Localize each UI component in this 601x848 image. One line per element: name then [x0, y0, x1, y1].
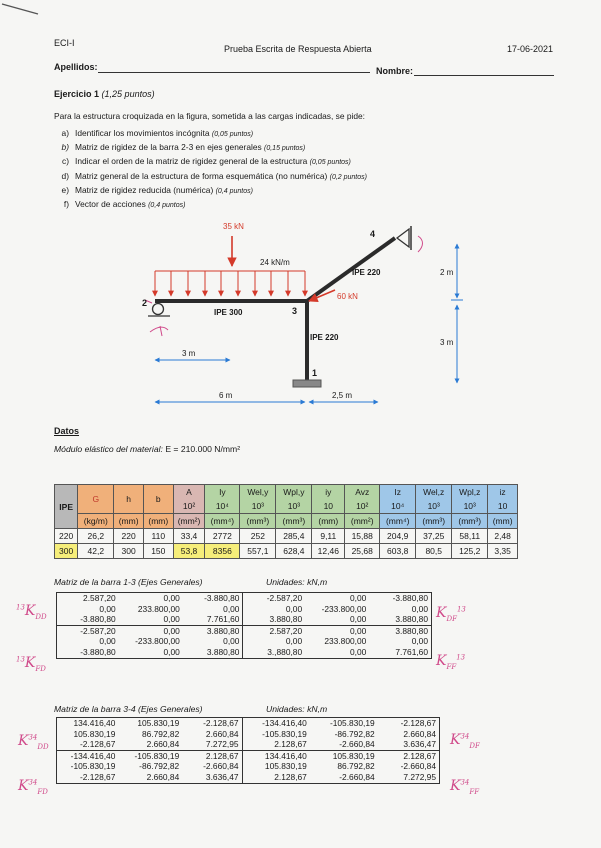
matrix-cell: 7.272,95 [403, 771, 436, 782]
matrix-cell: 2.587,20 [243, 625, 305, 636]
matrix-cell: -105.830,19 [242, 729, 310, 740]
dim-3m-v-label: 3 m [440, 338, 454, 347]
matrix-row [57, 647, 432, 658]
hand-mark [418, 236, 423, 252]
matrix-cell: 7.272,95 [205, 739, 239, 750]
matrix-cell: 0,00 [163, 646, 180, 657]
matrix-cell: 233.800,00 [324, 636, 367, 647]
dim-25m-label: 2,5 m [332, 391, 353, 400]
matrix-cell: 0,00 [349, 646, 367, 657]
matrix-row [57, 604, 432, 615]
node-1-label: 1 [312, 368, 318, 378]
matrix-cell: -2.587,20 [243, 593, 305, 604]
table-row: 220 26,2 220 110 33,4 2772 252 285,4 9,11 15,88 204,9 37,25 58,11 2,48 [55, 529, 518, 544]
matrix-cell: 0,00 [223, 603, 240, 614]
hand-k13-fd: $^{13}K_{FD}$ [16, 655, 46, 673]
matrix-row [57, 729, 440, 740]
point-load-label: 35 kN [223, 222, 244, 231]
matrix-cell: -233.800,00 [135, 636, 180, 647]
surname-label: Apellidos: [54, 62, 98, 72]
table-header: 10³ [416, 499, 452, 514]
matrix-cell: -233.800,00 [321, 603, 367, 614]
matrix-cell: 0,00 [119, 625, 183, 636]
matrix34-table [56, 717, 440, 784]
matrix34-title: Matriz de la barra 3-4 (Ejes Generales) [54, 704, 203, 714]
table-unit: (kg/m) [78, 514, 114, 529]
matrix-cell: -2.128,67 [400, 718, 436, 728]
matrix-cell: 105.830,19 [137, 718, 180, 728]
matrix-cell: -86.792,82 [334, 728, 375, 739]
matrix-cell: 105.830,19 [242, 761, 310, 772]
table-header: 10 [312, 499, 345, 514]
table-header: Wel,z [416, 485, 452, 500]
matrix13-body [57, 593, 432, 659]
matrix-cell: -2.128,67 [79, 771, 116, 782]
table-header: Wpl,z [452, 485, 488, 500]
matrix-cell: -105.830,19 [329, 718, 375, 728]
matrix-row [57, 750, 440, 761]
matrix-cell: 0,00 [223, 636, 240, 647]
matrix-cell: 2.128,67 [242, 739, 310, 750]
hand-mark [150, 326, 168, 336]
exercise-number: Ejercicio 1 [54, 89, 100, 99]
fixed-support-icon [293, 380, 321, 387]
matrix-row [57, 739, 440, 750]
matrix-cell: 3.636,47 [403, 739, 436, 750]
table-header: Avz [345, 485, 380, 500]
matrix-cell: 2.660,84 [205, 728, 239, 739]
hand-k34-fd: $K^{34}_{FD}$ [18, 778, 48, 796]
table-header: iz [488, 485, 518, 500]
node-load-label: 60 kN [337, 292, 358, 301]
hand-k34-df: $K^{34}_{DF}$ [450, 732, 480, 750]
matrix-cell: 0,00 [349, 614, 367, 625]
matrix-cell: 0,00 [349, 593, 367, 603]
matrix-cell: -2.587,20 [57, 625, 119, 636]
table-unit: (mm³) [240, 514, 276, 529]
matrix-cell: -2.660,84 [339, 739, 375, 750]
roller-support-icon [148, 304, 170, 317]
matrix-cell: -105.830,19 [118, 750, 182, 761]
hand-k13-ff: $K_{FF}^{13}$ [436, 653, 466, 671]
matrix-cell: 0,00 [243, 604, 305, 615]
table-header: Iy [205, 485, 240, 500]
task-item: a) Identificar los movimientos incógnita (0,05 puntos) [61, 128, 254, 138]
matrix-cell: 2.660,84 [146, 739, 180, 750]
table-header: 10⁴ [380, 499, 416, 514]
matrix-cell: 3.880,80 [183, 625, 243, 636]
table-header: A [173, 485, 205, 500]
table-header: Iz [380, 485, 416, 500]
matrix-cell: 134.416,40 [242, 750, 310, 761]
hand-k34-dd: $K^{34}_{DD}$ [18, 733, 49, 751]
matrix-cell: -2.660,84 [400, 761, 436, 772]
hand-k34-ff: $K^{34}_{FF}$ [450, 778, 480, 796]
matrix-cell: 3.,880,80 [243, 647, 305, 658]
matrix-cell: 0,00 [99, 603, 116, 614]
matrix-row [57, 761, 440, 772]
table-header: 10³ [240, 499, 276, 514]
pin-support-icon [397, 226, 411, 250]
matrix-row [57, 614, 432, 625]
table-header: 10 [488, 499, 518, 514]
table-unit: (mm) [312, 514, 345, 529]
node-3-label: 3 [292, 306, 298, 316]
matrix-cell: 3.880,80 [206, 646, 240, 657]
task-item: e) Matriz de rigidez reducida (numérica) (0,4 puntos) [61, 184, 253, 195]
matrix13-table [56, 592, 432, 659]
task-item: c) Indicar el orden de la matriz de rigidez general de la estructura (0,05 puntos) [62, 156, 351, 167]
matrix-cell: -134.416,40 [57, 750, 119, 761]
matrix-cell: -134.416,40 [242, 718, 310, 729]
matrix-cell: 233.800,00 [137, 603, 180, 614]
matrix-cell: -105.830,19 [70, 761, 116, 772]
datos-heading: Datos [54, 426, 80, 436]
table-header: h [114, 485, 144, 514]
table-unit: (mm) [488, 514, 518, 529]
table-unit: (mm²) [345, 514, 380, 529]
matrix-cell: 0,00 [163, 614, 180, 625]
table-unit: (mm) [114, 514, 144, 529]
matrix-cell: -3.880,80 [204, 593, 240, 603]
matrix-cell: -2.128,67 [79, 739, 116, 750]
matrix-cell: 0,00 [243, 636, 305, 647]
matrix-cell: 0,00 [411, 636, 428, 647]
course-label: ECI-I [54, 38, 75, 48]
table-header: IPE [55, 485, 78, 529]
table-unit: (mm³) [276, 514, 312, 529]
matrix-cell: -2.660,84 [339, 771, 375, 782]
matrix-row [57, 625, 432, 636]
dim-2m-label: 2 m [440, 268, 454, 277]
table-unit: (mm³) [416, 514, 452, 529]
matrix-row [57, 772, 440, 783]
matrix-cell: 0,00 [163, 593, 180, 603]
table-unit: (mm³) [452, 514, 488, 529]
matrix-cell: -2.660,84 [203, 761, 239, 772]
dim-3m-h-label: 3 m [182, 349, 196, 358]
section-properties-table [54, 484, 518, 559]
table-header: 10² [345, 499, 380, 514]
table-header: 10⁴ [205, 499, 240, 514]
bar-23-section: IPE 300 [214, 308, 243, 317]
matrix-row [57, 636, 432, 647]
table-row: 300 42,2 300 150 53,8 8356 557,1 628,4 12,46 25,68 603,8 80,5 125,2 3,35 [55, 544, 518, 559]
matrix-cell: 7.761,60 [395, 646, 428, 657]
name-label: Nombre: [376, 66, 414, 76]
matrix-cell: 2.128,67 [242, 772, 310, 783]
task-item: f) Vector de acciones (0,4 puntos) [63, 199, 186, 210]
matrix-cell: 2.660,84 [146, 771, 180, 782]
elastic-modulus: Módulo elástico del material: E = 210.000 N/mm² [54, 444, 241, 454]
matrix34-body [57, 718, 440, 784]
hand-k13-df: $K_{DF}^{13}$ [436, 605, 466, 623]
table-header: G [78, 485, 114, 514]
table-unit: (mm⁴) [205, 514, 240, 529]
matrix-cell: -3.880,80 [80, 646, 116, 657]
matrix-row [57, 593, 432, 604]
matrix-row [57, 718, 440, 729]
matrix-cell: 86.792,82 [337, 761, 375, 772]
distributed-load [155, 271, 305, 296]
matrix-cell: 3.880,80 [243, 614, 305, 625]
matrix-cell: 3.636,47 [205, 771, 239, 782]
table-header: Wpl,y [276, 485, 312, 500]
matrix13-units: Unidades: kN,m [266, 577, 328, 587]
matrix-cell: 3.880,80 [369, 625, 431, 636]
matrix-cell: 3.880,80 [395, 614, 428, 625]
table-unit: (mm) [143, 514, 173, 529]
matrix13-title: Matriz de la barra 1-3 (Ejes Generales) [54, 577, 203, 587]
hand-k13-dd: $^{13}K_{DD}$ [16, 603, 47, 621]
matrix-cell: -2.128,67 [203, 718, 239, 728]
matrix-cell: 105.830,19 [310, 750, 378, 761]
matrix-cell: 105.830,19 [73, 728, 116, 739]
node-4-label: 4 [370, 229, 376, 239]
matrix-cell: 0,00 [99, 636, 116, 647]
matrix-cell: 86.792,82 [141, 728, 180, 739]
node-2-label: 2 [142, 298, 148, 308]
matrix-cell: -86.792,82 [139, 761, 180, 772]
bar-34-section: IPE 220 [352, 268, 381, 277]
matrix-cell: 2.128,67 [182, 750, 242, 761]
matrix-cell: 2.587,20 [83, 593, 116, 603]
table-header: 10³ [452, 499, 488, 514]
dim-6m-label: 6 m [219, 391, 233, 400]
matrix34-units: Unidades: kN,m [266, 704, 328, 714]
task-item: b) Matriz de rigidez de la barra 2-3 en ejes generales (0,15 puntos) [61, 142, 306, 153]
table-header: 10² [173, 499, 205, 514]
matrix-cell: -3.880,80 [80, 614, 116, 625]
exam-date: 17-06-2021 [507, 44, 554, 54]
matrix-cell: 134.416,40 [73, 718, 116, 728]
table-unit: (mm⁴) [380, 514, 416, 529]
matrix-cell: 7.761,60 [206, 614, 240, 625]
matrix-cell: -3.880,80 [392, 593, 428, 603]
matrix-cell: 0,00 [305, 625, 369, 636]
exercise-intro: Para la estructura croquizada en la figura, sometida a las cargas indicadas, se pide: [54, 111, 365, 121]
matrix-cell: 0,00 [411, 603, 428, 614]
exam-title: Prueba Escrita de Respuesta Abierta [224, 44, 372, 54]
table-header: 10³ [276, 499, 312, 514]
table-header: iy [312, 485, 345, 500]
task-item: d) Matriz general de la estructura de forma esquemática (no numérica) (0,2 puntos) [61, 170, 367, 181]
matrix-cell: 2.128,67 [378, 750, 440, 761]
matrix-cell: 2.660,84 [403, 728, 436, 739]
table-header: Wel,y [240, 485, 276, 500]
table-header: b [143, 485, 173, 514]
table-unit: (mm²) [173, 514, 205, 529]
bar-13-section: IPE 220 [310, 333, 339, 342]
exercise-points: (1,25 puntos) [101, 89, 155, 99]
distributed-load-label: 24 kN/m [260, 258, 290, 267]
